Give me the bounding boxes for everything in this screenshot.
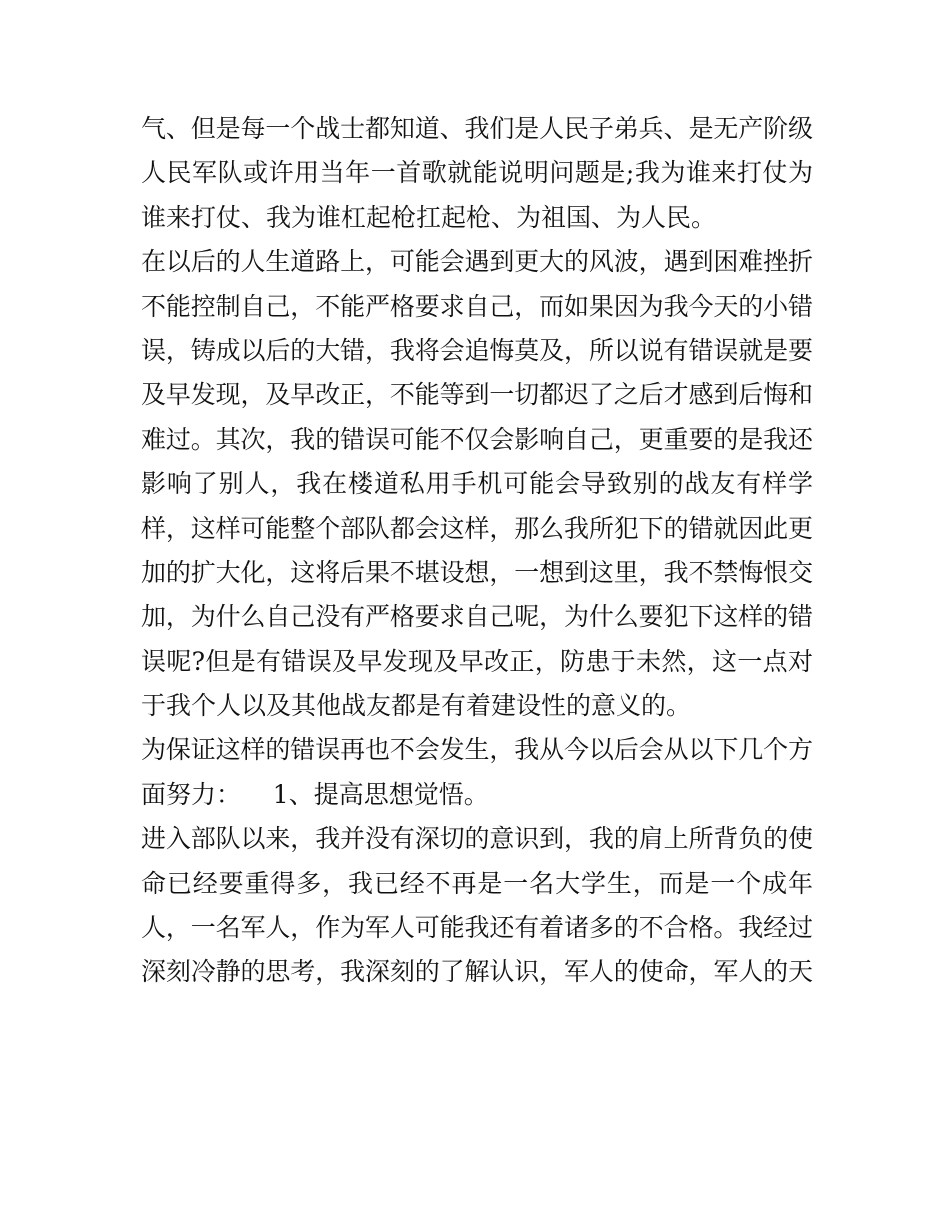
text-line: 为保证这样的错误再也不会发生，我从今以后会从以下几个方 xyxy=(141,735,813,765)
text-line: 误，铸成以后的大错，我将会追悔莫及，所以说有错误就是要 xyxy=(141,335,813,365)
body-text xyxy=(141,107,821,995)
text-line: 在以后的人生道路上，可能会遇到更大的风波，遇到困难挫折 xyxy=(141,247,813,277)
text-line: 面努力： 1、提高思想觉悟。 xyxy=(141,779,489,809)
text-line: 人，一名军人，作为军人可能我还有着诸多的不合格。我经过 xyxy=(141,913,813,943)
text-line: 谁来打仗、我为谁杠起枪扛起枪、为祖国、为人民。 xyxy=(141,202,717,232)
text-line: 气、但是每一个战士都知道、我们是人民子弟兵、是无产阶级 xyxy=(141,114,813,143)
text-line: 误呢?但是有错误及早发现及早改正，防患于未然，这一点对 xyxy=(141,646,814,676)
text-line: 加，为什么自己没有严格要求自己呢，为什么要犯下这样的错 xyxy=(141,602,813,632)
text-line: 样，这样可能整个部队都会这样，那么我所犯下的错就因此更 xyxy=(141,513,813,543)
text-line: 深刻冷静的思考，我深刻的了解认识，军人的使命，军人的天 xyxy=(141,957,813,987)
text-line: 及早发现，及早改正，不能等到一切都迟了之后才感到后悔和 xyxy=(141,380,813,410)
text-line: 加的扩大化，这将后果不堪设想，一想到这里，我不禁悔恨交 xyxy=(141,557,813,587)
text-line: 于我个人以及其他战友都是有着建设性的意义的。 xyxy=(141,691,692,721)
text-line: 命已经要重得多，我已经不再是一名大学生，而是一个成年 xyxy=(141,868,814,898)
text-line: 影响了别人，我在楼道私用手机可能会导致别的战友有样学 xyxy=(141,469,814,499)
text-line: 不能控制自己，不能严格要求自己，而如果因为我今天的小错 xyxy=(141,291,813,321)
text-line: 难过。其次，我的错误可能不仅会影响自己，更重要的是我还 xyxy=(141,424,813,454)
text-line: 人民军队或许用当年一首歌就能说明问题是;我为谁来打仗为 xyxy=(141,158,814,188)
text-line: 进入部队以来，我并没有深切的意识到，我的肩上所背负的使 xyxy=(141,824,813,854)
